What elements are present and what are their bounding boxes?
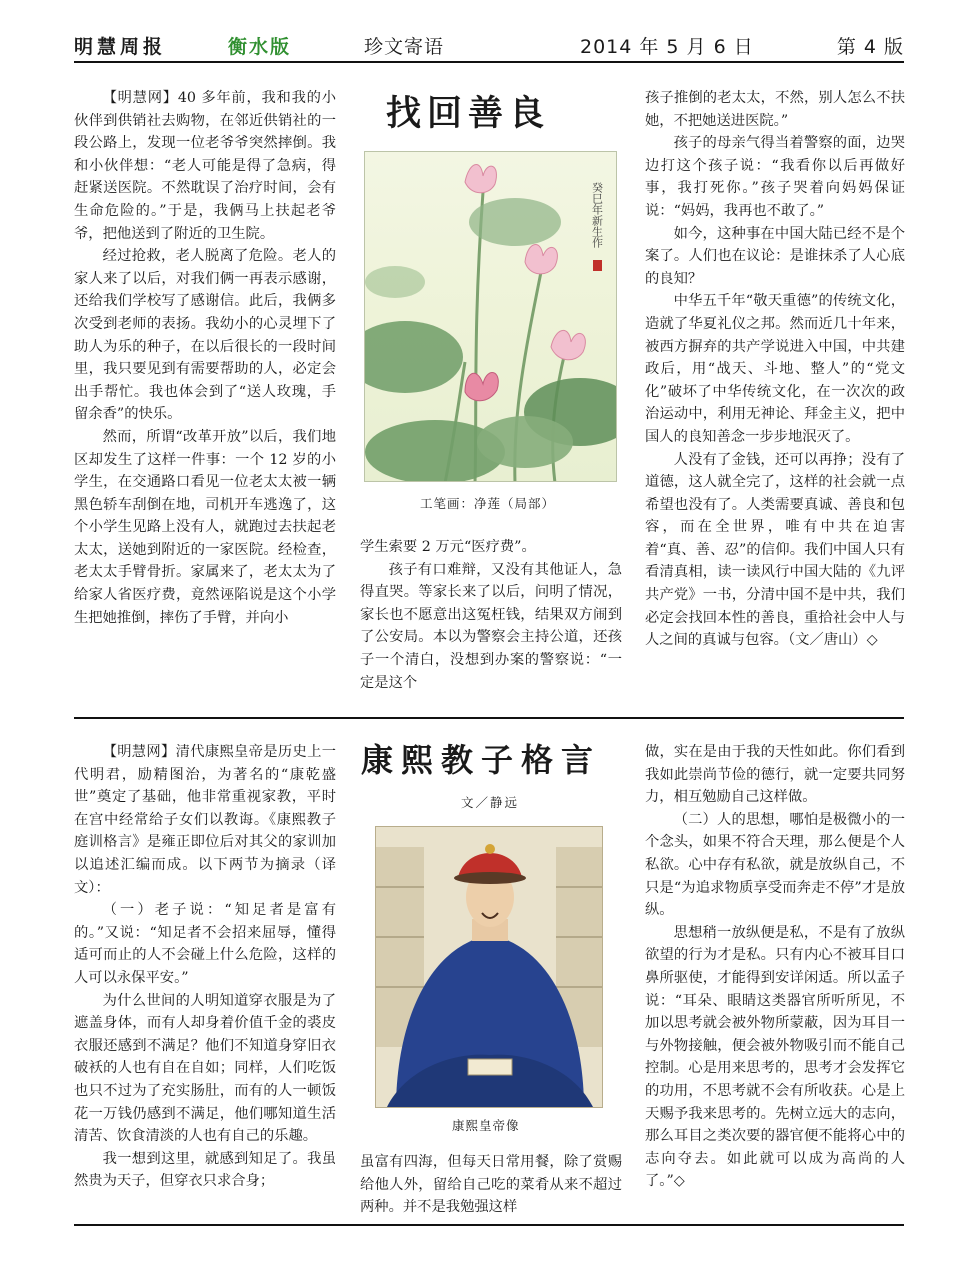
article1-title: 找回善良 <box>386 93 551 134</box>
article2-title: 康熙教子格言 <box>361 741 602 779</box>
article1-paragraph: 人没有了金钱，还可以再挣；没有了道德，这人就全完了，这样的社会就一点希望也没有了。人类需要真诚、善良和包容，而在全世界，唯有中共在迫害着“真、善、忍”的信仰。我们中国人只有看清真相，读一读风行中国大陆的《九评共产党》一书，分清中国不是中共，我们必定会找回本性的善良，重拾社会中人与人之间的真诚与包容。（文／唐山）◇ <box>645 451 905 649</box>
header-divider <box>74 61 904 63</box>
lotus-painting-art <box>365 152 617 482</box>
painting-inscription: 癸巳年新生作 <box>590 182 604 248</box>
masthead <box>74 34 904 60</box>
article2-paragraph: 虽富有四海，但每天日常用餐，除了赏赐给他人外，留给自己吃的菜肴从来不超过两种。并不是我勉强这样 <box>360 1154 622 1216</box>
seal-stamp <box>593 260 602 271</box>
article1-paragraph: 孩子推倒的老太太，不然，别人怎么不扶她，不把她送进医院。” <box>645 90 905 129</box>
kangxi-portrait <box>375 826 603 1108</box>
article1-paragraph: 学生索要 2 万元“医疗费”。 <box>360 539 536 555</box>
edition-name: 衡水版 <box>228 36 292 58</box>
article2-left-column <box>74 741 336 1193</box>
article1-right-column <box>645 87 905 652</box>
footer-divider <box>74 1224 904 1226</box>
article2-image-caption: 康熙皇帝像 <box>452 1118 520 1133</box>
paper-name: 明慧周报 <box>74 36 167 58</box>
article2-paragraph: 我一想到这里，就感到知足了。我虽然贵为天子，但穿衣只求合身； <box>74 1150 336 1190</box>
article1-middle-column <box>360 536 622 694</box>
article2-paragraph: 【明慧网】清代康熙皇帝是历史上一代明君，励精图治，为著名的“康乾盛世”奠定了基础，他非常重视家教，平时在宫中经常给子女们以教诲。《康熙教子庭训格言》是雍正即位后对其父的家训加以追述汇编而成。以下两节为摘录（译文）： <box>74 744 336 896</box>
article1-paragraph: 孩子有口难辩，又没有其他证人，急得直哭。等家长来了以后，问明了情况，家长也不愿意出这冤枉钱，结果双方闹到了公安局。本以为警察会主持公道，还孩子一个清白，没想到办案的警察说：“一定是这个 <box>360 561 622 691</box>
article2-paragraph: 思想稍一放纵便是私，不是有了放纵欲望的行为才是私。只有内心不被耳目口鼻所驱使，才能得到安详闲适。所以孟子说：“耳朵、眼睛这类器官所听所见，不加以思考就会被外物所蒙蔽，因为耳目一与外物接触，便会被外物吸引而不能自己控制。心是用来思考的，思考才会发挥它的功用，不思考就不会有所收获。心是上天赐予我来思考的。先树立远大的志向，那么耳目之类次要的器官便不能将心中的志向夺去。如此就可以成为高尚的人了。”◇ <box>645 924 905 1190</box>
article2-paragraph: （一）老子说：“知足者是富有的。”又说：“知足者不会招来屈辱，懂得适可而止的人不会碰上什么危险，这样的人可以永保平安。” <box>74 902 336 986</box>
article2-right-column <box>645 741 905 1193</box>
article2-paragraph: （二）人的思想，哪怕是极微小的一个念头，如果不符合天理，那么便是个人私欲。心中存有私欲，就是放纵自己，不只是“为追求物质享受而奔走不停”才是放纵。 <box>645 811 905 919</box>
lotus-painting <box>364 151 617 482</box>
article2-middle-column <box>360 1151 622 1219</box>
article1-paragraph: 中华五千年“敬天重德”的传统文化，造就了华夏礼仪之邦。然而近几十年来，被西方摒弃的共产学说进入中国，中共建政后，用“战天、斗地、整人”的“党文化”破坏了中华传统文化，在一次次的政治运动中，利用无神论、拜金主义，把中国人的良知善念一步步地泯灭了。 <box>645 293 905 445</box>
article1-paragraph: 如今，这种事在中国大陆已经不是个案了。人们也在议论：是谁抹杀了人心底的良知？ <box>645 225 905 287</box>
issue-date: 2014 年 5 月 6 日 <box>580 36 754 58</box>
article1-left-column <box>74 87 336 629</box>
article1-image-caption: 工笔画：净莲（局部） <box>420 496 556 511</box>
article1-paragraph: 【明慧网】40 多年前，我和我的小伙伴到供销社去购物，在邻近供销社的一段公路上，发现一位老爷爷突然摔倒。我和小伙伴想：“老人可能是得了急病，得赶紧送医院。不然耽误了治疗时间，会有生命危险的。”于是，我俩马上扶起老爷爷，把他送到了附近的卫生院。 <box>74 90 336 242</box>
article2-byline: 文／静远 <box>461 795 520 810</box>
article1-paragraph: 经过抢救，老人脱离了危险。老人的家人来了以后，对我们俩一再表示感谢，还给我们学校写了感谢信。此后，我俩多次受到老师的表扬。我幼小的心灵埋下了助人为乐的种子，在以后很长的一段时间里，我只要见到有需要帮助的人，必定会出手帮忙。我也体会到了“送人玫瑰，手留余香”的快乐。 <box>74 248 336 423</box>
section-divider <box>74 717 904 719</box>
article2-paragraph: 做，实在是由于我的天性如此。你们看到我如此崇尚节俭的德行，就一定要共同努力，相互勉励自己这样做。 <box>645 744 905 806</box>
article2-paragraph: 为什么世间的人明知道穿衣服是为了遮盖身体，而有人却身着价值千金的裘皮衣服还感到不满足？他们不知道身穿旧衣破袄的人也有自在自如；同样，人们吃饭也只不过为了充实肠肚，而有的人一顿饭花一万钱仍感到不满足，他们哪知道生活清苦、饮食清淡的人也有自己的乐趣。 <box>74 992 336 1145</box>
kangxi-portrait-art <box>376 827 603 1108</box>
page-number: 第 4 版 <box>836 36 904 58</box>
article1-paragraph: 孩子的母亲气得当着警察的面，边哭边打这个孩子说：“我看你以后再做好事，我打死你。”孩子哭着向妈妈保证说：“妈妈，我再也不敢了。” <box>645 135 905 219</box>
section-name: 珍文寄语 <box>364 36 445 58</box>
article1-paragraph: 然而，所谓“改革开放”以后，我们地区却发生了这样一件事：一个 12 岁的小学生，在交通路口看见一位老太太被一辆黑色轿车刮倒在地，司机开车逃逸了，这个小学生见路上没有人，就跑过去扶起老太太，送她到附近的一家医院。经检查，老太太手臂骨折。家属来了，老太太为了给家人省医疗费，竟然诬陷说是这个小学生把她推倒，摔伤了手臂，并向小 <box>74 428 336 626</box>
